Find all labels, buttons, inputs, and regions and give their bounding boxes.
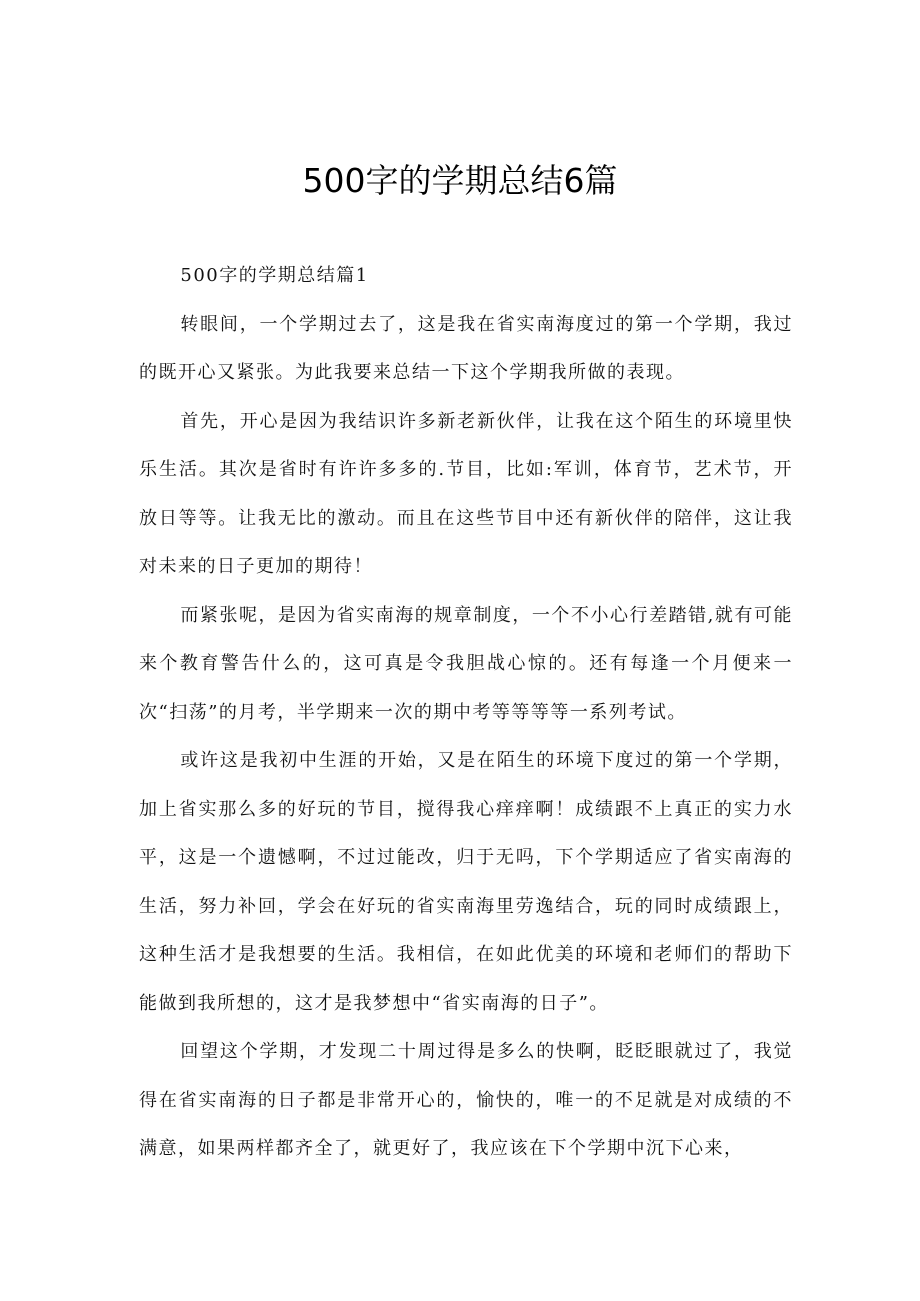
section-heading: 500字的学期总结篇1 (180, 265, 369, 286)
document-body (139, 252, 793, 1174)
paragraph: 转眼间，一个学期过去了，这是我在省实南海度过的第一个学期，我过的既开心又紧张。为此我要来总结一下这个学期我所做的表现。 (139, 313, 793, 383)
document-title: 500字的学期总结6篇 (302, 161, 618, 200)
paragraph: 首先，开心是因为我结识许多新老新伙伴，让我在这个陌生的环境里快乐生活。其次是省时有许许多多的.节目，比如:军训，体育节，艺术节，开放日等等。让我无比的激动。而且在这些节目中还有新伙伴的陪伴，这让我对未来的日子更加的期待！ (139, 410, 793, 577)
paragraph: 或许这是我初中生涯的开始，又是在陌生的环境下度过的第一个学期，加上省实那么多的好玩的节目，搅得我心痒痒啊！成绩跟不上真正的实力水平，这是一个遗憾啊，不过过能改，归于无吗，下个学期适应了省实南海的生活，努力补回，学会在好玩的省实南海里劳逸结合，玩的同时成绩跟上，这种生活才是我想要的生活。我相信，在如此优美的环境和老师们的帮助下能做到我所想的，这才是我梦想中“省实南海的日子”。 (139, 750, 793, 1014)
paragraph: 而紧张呢，是因为省实南海的规章制度，一个不小心行差踏错,就有可能来个教育警告什么的，这可真是令我胆战心惊的。还有每逢一个月便来一次“扫荡”的月考，半学期来一次的期中考等等等等一系列考试。 (139, 604, 793, 723)
paragraph: 回望这个学期，才发现二十周过得是多么的快啊，眨眨眼就过了，我觉得在省实南海的日子都是非常开心的，愉快的，唯一的不足就是对成绩的不满意，如果两样都齐全了，就更好了，我应该在下个学期中沉下心来， (139, 1041, 793, 1159)
